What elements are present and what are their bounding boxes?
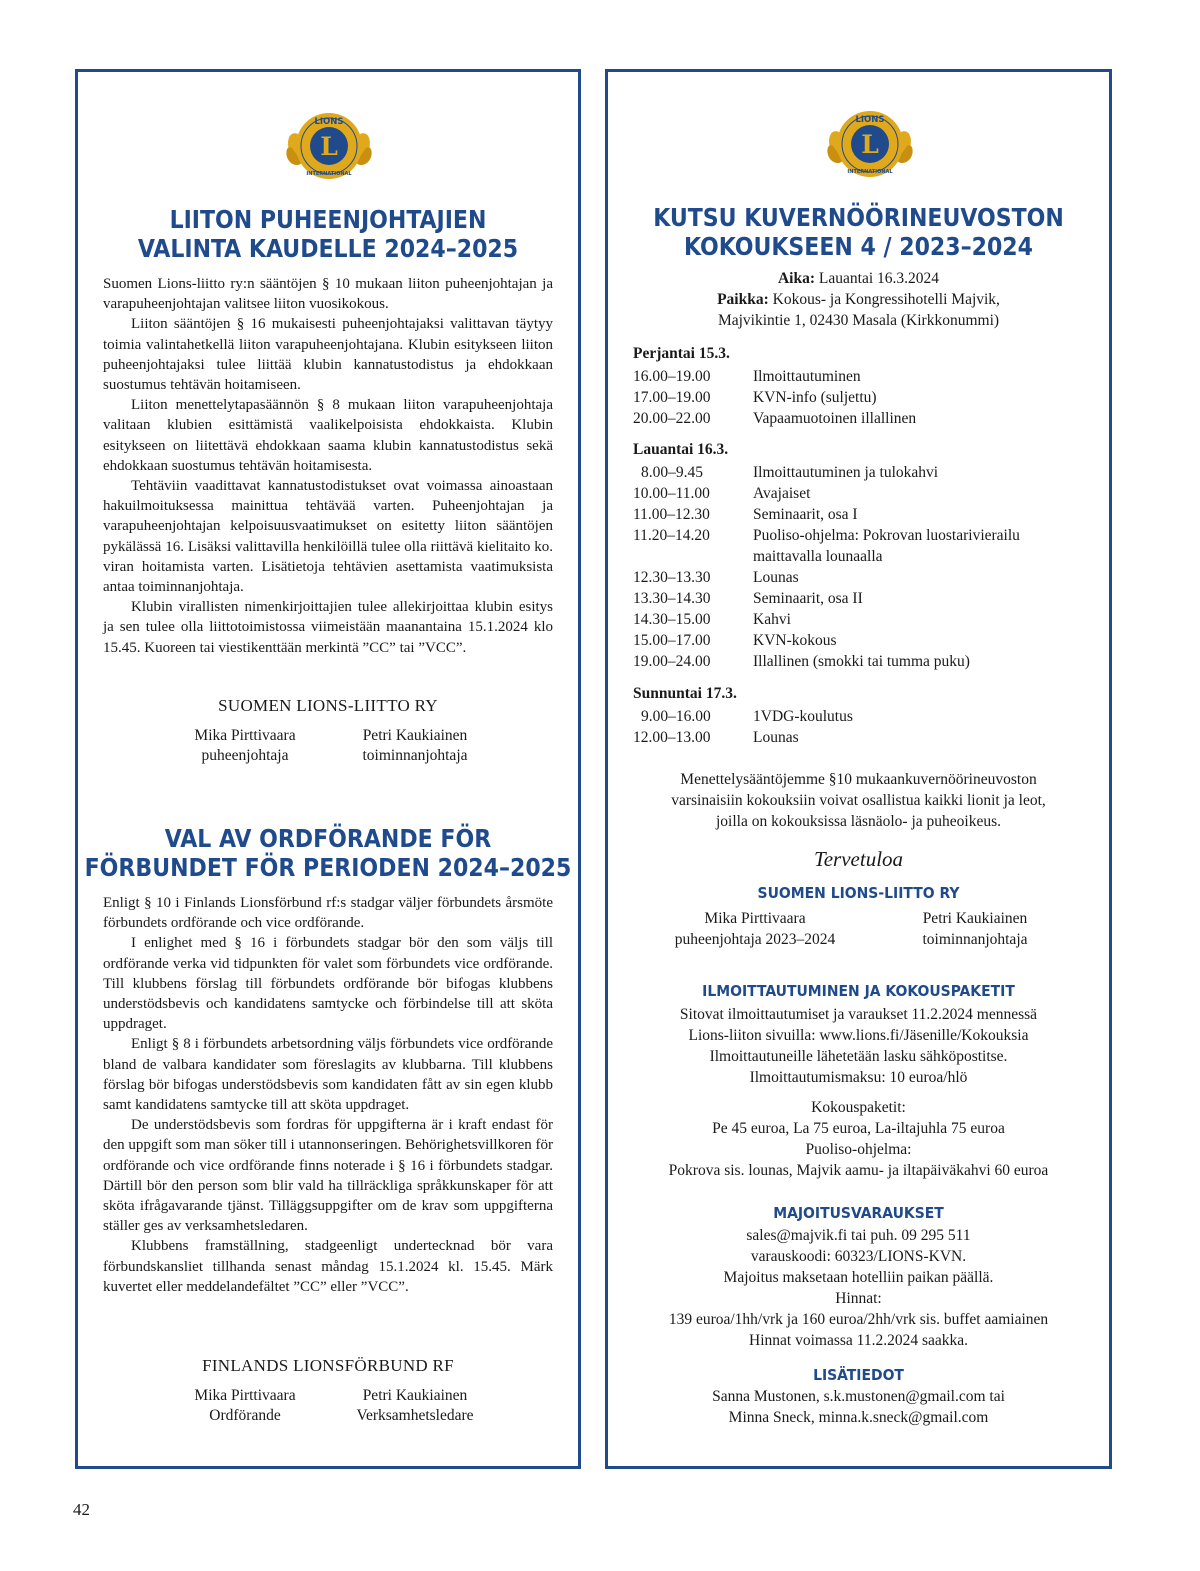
- svg-text:INTERNATIONAL: INTERNATIONAL: [306, 171, 352, 177]
- schedule-row: 8.00–9.45 Ilmoittautuminen ja tulokahvi: [641, 464, 939, 481]
- lions-logo-icon: [825, 102, 915, 186]
- schedule-row: 12.00–13.00 Lounas: [633, 729, 799, 746]
- schedule-row: 12.30–13.30 Lounas: [633, 569, 799, 586]
- schedule-row: 14.30–15.00 Kahvi: [633, 611, 791, 628]
- schedule-row: 20.00–22.00 Vapaamuotoinen illallinen: [633, 410, 917, 427]
- kvn-signature-director: Petri Kaukiainen toiminnanjohtaja: [922, 910, 1028, 948]
- fi-organization: SUOMEN LIONS-LIITTO RY: [218, 696, 438, 715]
- paragraph: Liiton sääntöjen § 16 mukaisesti puheenjohtajaksi valittavan täytyy toimia valintahetkellä liiton varapuheenjohtajana. Klubin esitykseen liiton puheenjohtajaksi tulee liittää klubin kannatustodistus ja ehdokkaan suostumus tehtävän hoitamiseen.: [103, 316, 553, 394]
- sv-title: VAL AV ORDFÖRANDE FÖR FÖRBUNDET FÖR PERIODEN 2024–2025: [84, 824, 572, 882]
- kvn-signature-chair: Mika Pirttivaara puheenjohtaja 2023–2024: [674, 910, 836, 948]
- day-label: Sunnuntai 17.3.: [633, 685, 737, 702]
- schedule-row: 11.20–14.20 Puoliso-ohjelma: Pokrovan luostarivierailu maittavalla lounaalla: [633, 527, 1020, 565]
- registration-heading: ILMOITTAUTUMINEN JA KOKOUSPAKETIT: [702, 982, 1015, 1000]
- schedule-row: 17.00–19.00 KVN-info (suljettu): [633, 389, 877, 406]
- day-label: Perjantai 15.3.: [633, 345, 730, 362]
- fi-signature-chair: Mika Pirttivaara puheenjohtaja: [194, 727, 296, 764]
- paragraph: Enligt § 8 i förbundets arbetsordning väljs förbundets vice ordförande bland de valbara kandidater som föreslagits av klubbarna. Till klubbens förslag bör bifogas understödsbevis som kandidaten fått av sin egen klubb samt kandidatens samtycke till att sköta uppdraget.: [103, 1036, 553, 1114]
- paragraph: I enlighet med § 16 i förbundets stadgar bör den som väljs till ordförande verka vid tidpunkten för valet som förbundets vice ordförande. Till klubbens förslag till förbundets ordförande bör bifogas klubbens understödsbevis och kandidatens samtycke och förbindelse till att sköta uppdraget.: [103, 935, 553, 1033]
- paragraph: Klubbens framställning, stadgeenligt undertecknad bör vara förbundskansliet tillhanda senast måndag 15.1.2024 kl. 15.45. Märk kuvertet eller meddelandefältet ”CC” eller ”VCC”.: [103, 1238, 553, 1295]
- fi-title: LIITON PUHEENJOHTAJIEN VALINTA KAUDELLE 2024–2025: [137, 205, 519, 263]
- paragraph: Tehtäviin vaadittavat kannatustodistukset ovat voimassa ainoastaan hakuilmoituksessa mainittua tehtävää varten. Puheenjohtajan ja varapuheenjohtajan kelpoisuusvaatimukset on esitetty liiton sääntöjen pykälässä 16. Lisäksi valittavilla henkilöillä tulee olla riittävä kielitaito ko. viran hoitamista varten. Lisätietoja tehtävien asettamista vaatimuksista antaa toiminnanjohtaja.: [103, 478, 553, 596]
- accommodation-info: sales@majvik.fi tai puh. 09 295 511 varauskoodi: 60323/LIONS-KVN. Majoitus maksetaan hotelliin paikan päällä. Hinnat: 139 euroa/1hh/vrk ja 160 euroa/2hh/vrk sis. buffet aamiainen Hinnat voimassa 11.2.2024 saakka.: [668, 1227, 1049, 1349]
- sv-organization: FINLANDS LIONSFÖRBUND RF: [202, 1356, 454, 1375]
- svg-text:LIONS: LIONS: [314, 117, 344, 127]
- fi-signature-director: Petri Kaukiainen toiminnanjohtaja: [362, 727, 468, 764]
- meeting-packages: Kokouspaketit: Pe 45 euroa, La 75 euroa, La-iltajuhla 75 euroa Puoliso-ohjelma: Pokrova sis. lounas, Majvik aamu- ja iltapäiväkahvi 60 euroa: [668, 1099, 1049, 1179]
- fi-body: [103, 274, 553, 658]
- schedule-row: 9.00–16.00 1VDG-koulutus: [641, 708, 853, 725]
- schedule-row: 13.30–14.30 Seminaarit, osa II: [633, 590, 863, 607]
- registration-info: Sitovat ilmoittautumiset ja varaukset 11.2.2024 mennessä Lions-liiton sivuilla: www.lions.fi/Jäsenille/Kokouksia Ilmoittautuneille lähetetään lasku sähköpostitse. Ilmoittautumismaksu: 10 euroa/hlö: [679, 1006, 1038, 1086]
- kvn-title: KUTSU KUVERNÖÖRINEUVOSTON KOKOUKSEEN 4 / 2023–2024: [653, 203, 1064, 261]
- schedule-row: 11.00–12.30 Seminaarit, osa I: [633, 506, 858, 523]
- sv-body: [103, 893, 553, 1297]
- svg-text:LIONS: LIONS: [855, 115, 885, 125]
- page-number: 42: [73, 1500, 90, 1519]
- lions-logo-icon: [284, 104, 374, 188]
- paragraph: Liiton menettelytapasäännön § 8 mukaan liiton varapuheenjohtaja valitaan klubien esittämistä vaalikelpoisista ehdokkaista. Klubin esitykseen on liitettävä ehdokkaan saama klubin kannatustodistus sekä ehdokkaan suostumus tehtävän hoitamisesta.: [103, 397, 553, 474]
- accommodation-heading: MAJOITUSVARAUKSET: [773, 1204, 944, 1222]
- paragraph: Suomen Lions-liitto ry:n sääntöjen § 10 mukaan liiton puheenjohtajan ja varapuheenjohtajan valitsee liiton vuosikokous.: [103, 276, 553, 313]
- paragraph: Klubin virallisten nimenkirjoittajien tulee allekirjoittaa klubin esitys ja sen tulee olla liittotoimistossa viimeistään maanantaina 15.1.2024 klo 15.45. Kuoreen tai viestikenttään merkintä ”CC” tai ”VCC”.: [103, 599, 553, 656]
- paragraph: De understödsbevis som fordras för uppgifterna är i kraft endast för den uppgift som man söker till i utannonseringen. Behörighetsvillkoren för ordförande och vice ordförande finns noterade i § 16 i förbundets stadgar. Därtill bör den person som blir vald ha tillräckliga språkkunskaper för att sköta ifrågavarande tjänst. Tilläggsuppgifter om de krav som uppgifterna ställer ges av verksamhetsledaren.: [103, 1117, 553, 1235]
- more-info-contacts: Sanna Mustonen, s.k.mustonen@gmail.com tai Minna Sneck, minna.k.sneck@gmail.com: [712, 1388, 1005, 1426]
- paragraph: Enligt § 10 i Finlands Lionsförbund rf:s stadgar väljer förbundets årsmöte förbundets ordförande och vice ordförande.: [103, 895, 553, 932]
- schedule-row: 15.00–17.00 KVN-kokous: [633, 632, 837, 649]
- svg-text:INTERNATIONAL: INTERNATIONAL: [847, 169, 893, 175]
- kvn-organization: SUOMEN LIONS-LIITTO RY: [757, 884, 960, 902]
- more-info-heading: LISÄTIEDOT: [813, 1366, 904, 1384]
- svg-text:L: L: [861, 130, 879, 159]
- sv-signature-chair: Mika Pirttivaara Ordförande: [194, 1387, 296, 1424]
- schedule-row: 16.00–19.00 Ilmoittautuminen: [633, 368, 861, 385]
- meeting-time-place: Aika: Lauantai 16.3.2024 Paikka: Kokous- ja Kongressihotelli Majvik, Majvikintie 1, 02430 Masala (Kirkkonummi): [717, 270, 1000, 329]
- svg-text:L: L: [320, 132, 338, 161]
- welcome-text: Tervetuloa: [813, 847, 904, 871]
- participation-note: Menettelysääntöjemme §10 mukaankuvernöörineuvoston varsinaisiin kokouksiin voivat osallistua kaikki lionit ja leot, joilla on kokouksissa läsnäolo- ja puheoikeus.: [671, 771, 1046, 830]
- schedule-row: 10.00–11.00 Avajaiset: [633, 485, 811, 502]
- day-label: Lauantai 16.3.: [633, 441, 729, 458]
- sv-signature-director: Petri Kaukiainen Verksamhetsledare: [356, 1387, 474, 1424]
- schedule-row: 19.00–24.00 Illallinen (smokki tai tumma puku): [633, 653, 970, 670]
